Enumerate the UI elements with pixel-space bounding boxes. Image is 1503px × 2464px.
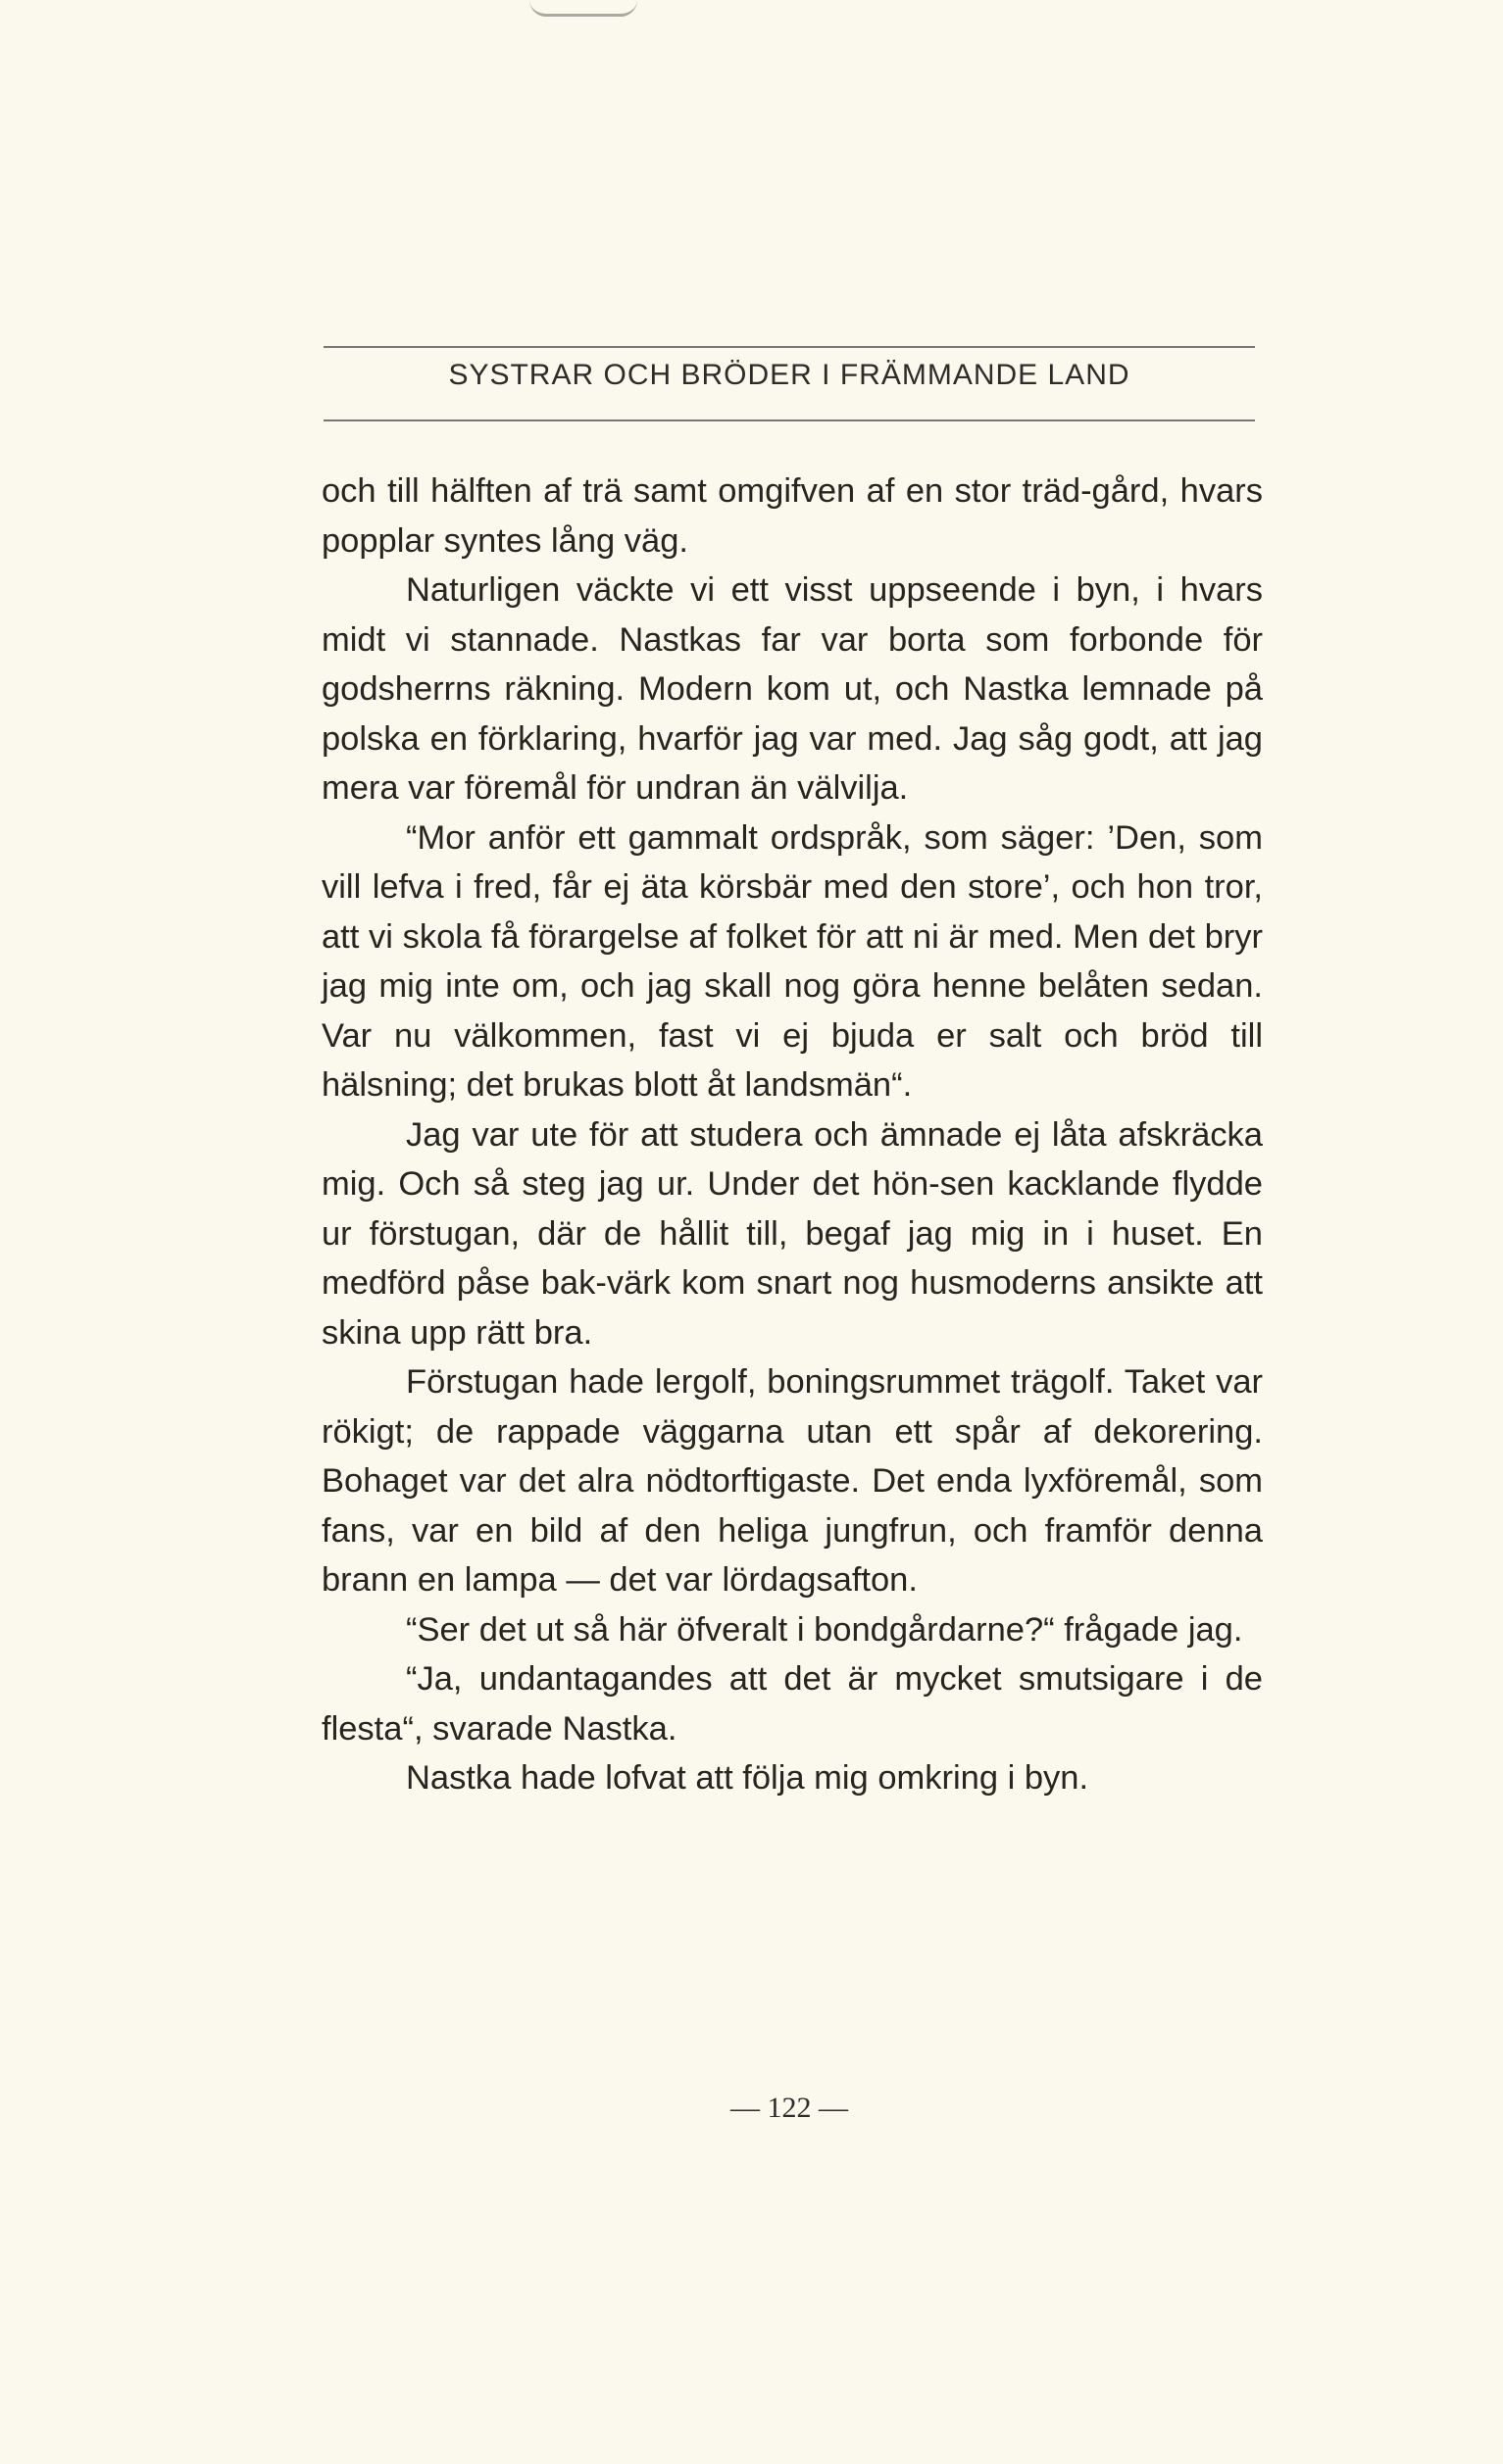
header-rule-top bbox=[324, 346, 1255, 348]
paragraph: “Mor anför ett gammalt ordspråk, som säger: ’Den, som vill lefva i fred, får ej äta körsbär med den store’, och hon tror, att vi skola få förargelse af folket för att ni är med. Men det bryr jag mig inte om, och jag skall nog göra henne belåten sedan. Var nu välkommen, fast vi ej bjuda er salt och bröd till hälsning; det brukas blott åt landsmän“. bbox=[322, 818, 1263, 1104]
binding-mark bbox=[529, 0, 637, 17]
paragraph: Jag var ute för att studera och ämnade ej låta afskräcka mig. Och så steg jag ur. Under det hön-sen kacklande flydde ur förstugan, där de hållit till, begaf jag mig in i huset. En medförd påse bak-värk kom snart nog husmoderns ansikte att skina upp rätt bra. bbox=[322, 1115, 1263, 1352]
paragraph: “Ser det ut så här öfveralt i bondgårdarne?“ frågade jag. bbox=[406, 1610, 1243, 1649]
paragraph: Naturligen väckte vi ett visst uppseende i byn, i hvars midt vi stannade. Nastkas far var borta som forbonde för godsherrns räkning. Modern kom ut, och Nastka lemnade på polska en förklaring, hvarför jag var med. Jag såg godt, att jag mera var föremål för undran än välvilja. bbox=[322, 571, 1263, 807]
paragraph: och till hälften af trä samt omgifven af en stor träd-gård, hvars popplar syntes lång väg. bbox=[322, 472, 1263, 560]
paragraph: Förstugan hade lergolf, boningsrummet trägolf. Taket var rökigt; de rappade väggarna utan ett spår af dekorering. Bohaget var det alra nödtorftigaste. Det enda lyxföremål, som fans, var en bild af den heliga jungfrun, och framför denna brann en lampa — det var lördagsafton. bbox=[322, 1363, 1263, 1599]
page-number: — 122 — bbox=[730, 2092, 848, 2124]
running-title: SYSTRAR OCH BRÖDER I FRÄMMANDE LAND bbox=[448, 359, 1130, 391]
paragraph: “Ja, undantagandes att det är mycket smutsigare i de flesta“, svarade Nastka. bbox=[322, 1660, 1263, 1748]
header-rule-bottom bbox=[324, 419, 1255, 421]
body-text bbox=[322, 467, 1263, 1803]
paragraph: Nastka hade lofvat att följa mig omkring i byn. bbox=[406, 1759, 1089, 1797]
